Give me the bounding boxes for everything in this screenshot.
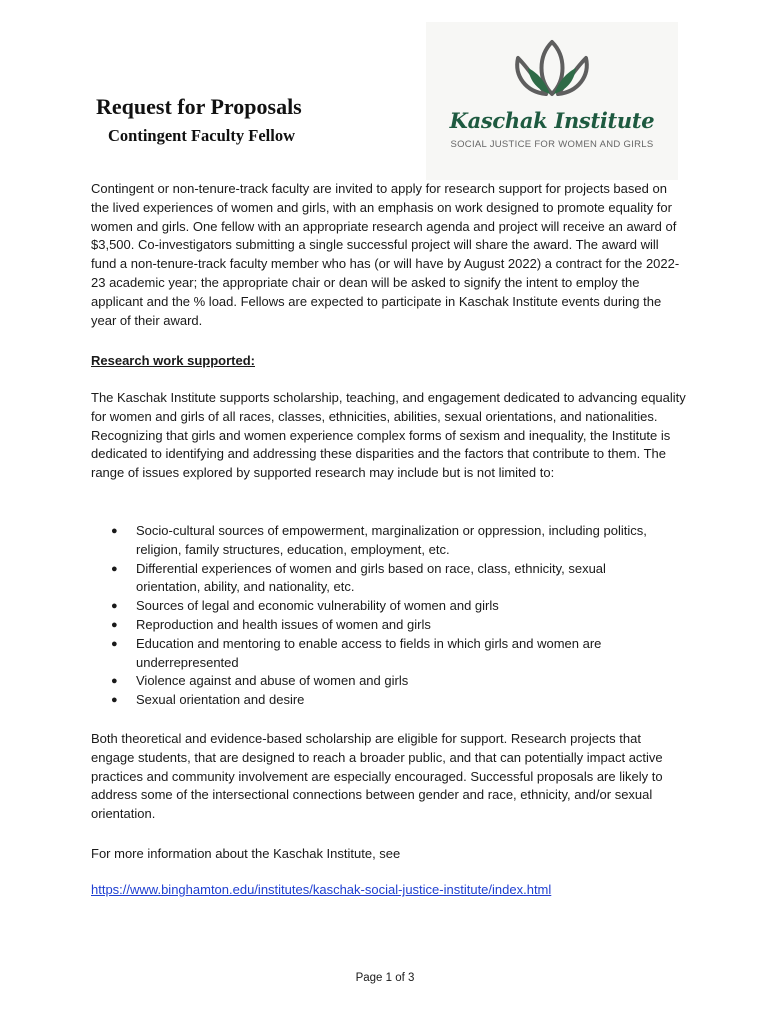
list-item-text: Violence against and abuse of women and girls bbox=[136, 673, 409, 689]
scholarship-paragraph: Both theoretical and evidence-based scholarship are eligible for support. Research projects that engage students, that are designed to reach a broader public, and that can potentially impact active practices and community involvement are especially encouraged. Successful proposals are likely to address some of the intersectional connections between gender and race, ethnicity, and/or sexual orientation. bbox=[91, 731, 663, 822]
page-subtitle: Contingent Faculty Fellow bbox=[108, 126, 295, 145]
list-item bbox=[108, 597, 648, 616]
institute-link[interactable]: https://www.binghamton.edu/institutes/kaschak-social-justice-institute/index.html bbox=[91, 882, 552, 897]
list-item bbox=[108, 635, 648, 673]
intro-paragraph: Contingent or non-tenure-track faculty are invited to apply for research support for projects based on the lived experiences of women and girls, with an emphasis on work designed to promote equality for women and girls. One fellow with an appropriate research agenda and project will receive an award of $3,500. Co-investigators submitting a single successful project will share the award. The award will fund a non-tenure-track faculty member who has (or will have by August 2022) a contract for the 2022-23 academic year; the appropriate chair or dean will be asked to signify the intent to employ the applicant and the % load. Fellows are expected to participate in Kaschak Institute events during the year of their award. bbox=[91, 181, 680, 328]
bullet-icon: ● bbox=[111, 562, 118, 575]
research-heading: Research work supported: bbox=[91, 353, 255, 368]
list-item bbox=[108, 616, 648, 635]
bullet-icon: ● bbox=[111, 618, 118, 631]
bullet-icon: ● bbox=[111, 637, 118, 650]
list-item-text: Education and mentoring to enable access to fields in which girls and women are underrepresented bbox=[136, 635, 602, 670]
kaschak-logo bbox=[426, 22, 678, 180]
bullet-icon: ● bbox=[111, 525, 118, 537]
list-item-text: Reproduction and health issues of women and girls bbox=[136, 616, 431, 632]
bullet-icon: ● bbox=[111, 694, 118, 707]
list-item bbox=[108, 691, 648, 710]
list-item-text: Sources of legal and economic vulnerability of women and girls bbox=[136, 598, 499, 614]
page-title: Request for Proposals bbox=[96, 94, 302, 119]
logo-tagline: SOCIAL JUSTICE FOR WOMEN AND GIRLS bbox=[450, 139, 654, 150]
list-item-text: Differential experiences of women and girls based on race, class, ethnicity, sexual orientation, ability, and nationality, etc. bbox=[136, 560, 606, 595]
issues-list bbox=[108, 522, 648, 710]
list-item-text: Socio-cultural sources of empowerment, marginalization or oppression, including politics, religion, family structures, education, employment, etc. bbox=[136, 523, 647, 557]
research-paragraph: The Kaschak Institute supports scholarship, teaching, and engagement dedicated to advancing equality for women and girls of all races, classes, ethnicities, abilities, sexual orientations, and nationalities. Recognizing that girls and women experience complex forms of sexism and inequality, the Institute is dedicated to identifying and addressing these disparities and the factors that contribute to them. The range of issues explored by supported research may include but is not limited to: bbox=[91, 390, 686, 481]
logo-name: Kaschak Institute bbox=[449, 108, 655, 133]
page-number: Page 1 of 3 bbox=[355, 972, 415, 984]
bullet-icon: ● bbox=[111, 600, 118, 613]
bullet-icon: ● bbox=[111, 675, 118, 688]
list-item-text: Sexual orientation and desire bbox=[136, 692, 305, 708]
list-item bbox=[108, 522, 648, 560]
more-info-text: For more information about the Kaschak Institute, see bbox=[91, 846, 401, 861]
list-item bbox=[108, 560, 648, 598]
list-item bbox=[108, 672, 648, 691]
title-block bbox=[96, 93, 302, 147]
lotus-icon bbox=[508, 38, 596, 102]
